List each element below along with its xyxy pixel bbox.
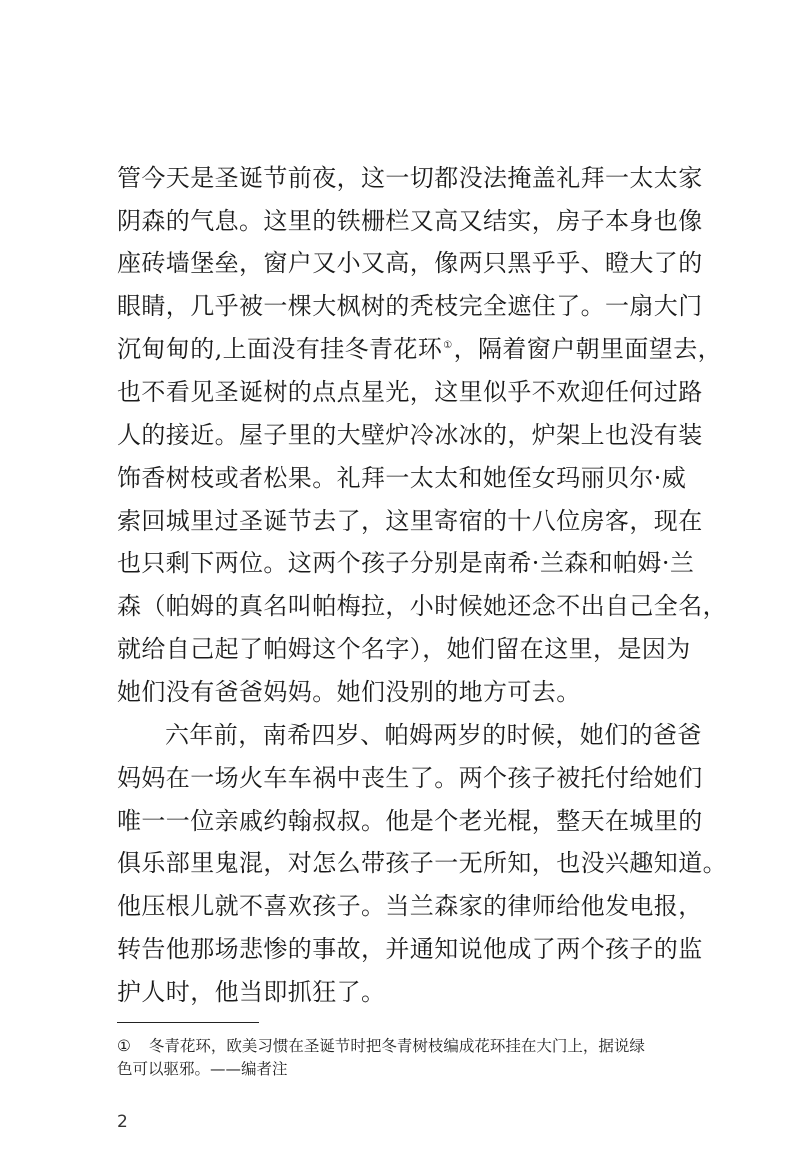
page-number: 2 — [117, 1112, 128, 1132]
text-segment: 沉甸甸的,上面没有挂冬青花环 — [117, 335, 443, 363]
text-line: 转告他那场悲惨的事故，并通知说他成了两个孩子的监 — [117, 935, 703, 963]
text-line: 就给自己起了帕姆这个名字），她们留在这里，是因为 — [117, 635, 691, 663]
text-line — [117, 334, 723, 364]
text-line: 也只剩下两位。这两个孩子分别是南希·兰森和帕姆·兰 — [117, 549, 695, 577]
text-line: 六年前，南希四岁、帕姆两岁的时候，她们的爸爸 — [165, 721, 702, 749]
footnote-line — [117, 1035, 657, 1057]
text-line: 座砖墙堡垒，窗户又小又高，像两只黑乎乎、瞪大了的 — [117, 249, 703, 277]
footnote-reference[interactable]: ① — [443, 340, 453, 351]
text-segment: ，隔着窗户朝里面望去， — [453, 335, 723, 363]
footnote-number: ① — [117, 1037, 131, 1055]
text-line: 俱乐部里鬼混，对怎么带孩子一无所知，也没兴趣知道。 — [117, 849, 727, 877]
text-line: 森（帕姆的真名叫帕梅拉，小时候她还念不出自己全名， — [117, 592, 727, 620]
text-line: 她们没有爸爸妈妈。她们没别的地方可去。 — [117, 678, 581, 706]
text-line: 索回城里过圣诞节去了，这里寄宿的十八位房客，现在 — [117, 507, 703, 535]
footnote-line: 色可以驱邪。——编者注 — [117, 1060, 288, 1078]
text-line: 管今天是圣诞节前夜，这一切都没法掩盖礼拜一太太家 — [117, 164, 703, 192]
footnote-text: 冬青花环，欧美习惯在圣诞节时把冬青树枝编成花环挂在大门上，据说绿 — [148, 1037, 645, 1055]
text-line: 妈妈在一场火车车祸中丧生了。两个孩子被托付给她们 — [117, 764, 703, 792]
text-line: 饰香树枝或者松果。礼拜一太太和她侄女玛丽贝尔·威 — [117, 464, 687, 492]
text-line: 护人时，他当即抓狂了。 — [117, 978, 386, 1006]
text-line: 人的接近。屋子里的大壁炉冷冰冰的，炉架上也没有装 — [117, 421, 703, 449]
footnote-divider — [117, 1022, 259, 1023]
text-line: 也不看见圣诞树的点点星光，这里似乎不欢迎任何过路 — [117, 378, 703, 406]
text-line: 阴森的气息。这里的铁栅栏又高又结实，房子本身也像 — [117, 207, 703, 235]
text-line: 唯一一位亲戚约翰叔叔。他是个老光棍，整天在城里的 — [117, 807, 703, 835]
text-line: 他压根儿就不喜欢孩子。当兰森家的律师给他发电报， — [117, 892, 703, 920]
text-line: 眼睛，几乎被一棵大枫树的秃枝完全遮住了。一扇大门 — [117, 292, 703, 320]
